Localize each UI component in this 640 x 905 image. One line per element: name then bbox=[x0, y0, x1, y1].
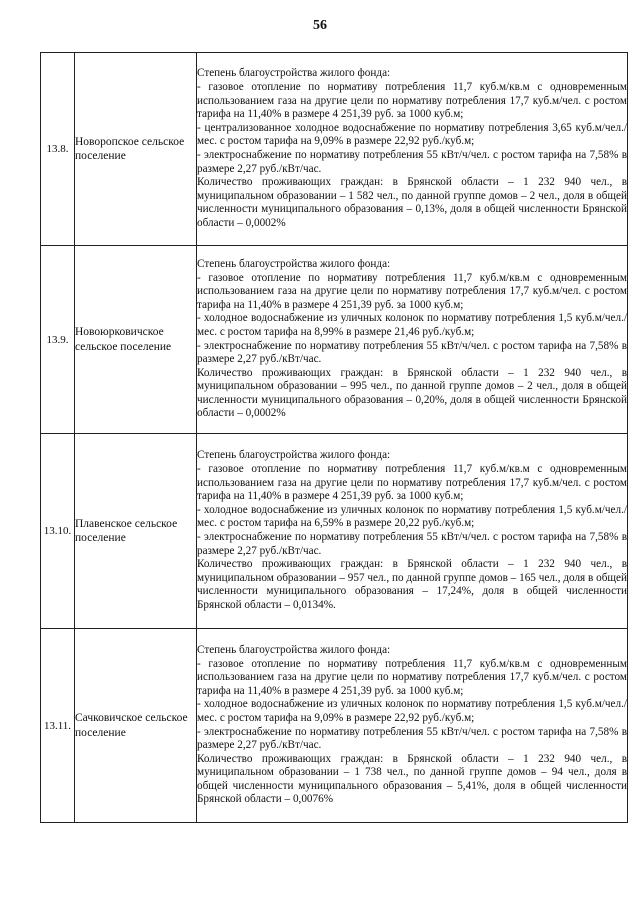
table-row bbox=[41, 53, 628, 246]
row-number: 13.10. bbox=[41, 434, 75, 629]
electricity-text: - электроснабжение по нормативу потребления 55 кВт/ч/чел. с ростом тарифа на 7,58% в размере 2,27 руб./кВт/час. bbox=[197, 339, 627, 366]
population-text: Количество проживающих граждан: в Брянской области – 1 232 940 чел., в муниципальном образовании – 1 582 чел., по данной группе домов – 2 чел., доля в общей численности муниципального образования – 0,13%, доля в общей численности Брянской области – 0,0002% bbox=[197, 176, 627, 229]
water-supply-text: - холодное водоснабжение из уличных колонок по нормативу потребления 1,5 куб.м/чел./мес. с ростом тарифа на 6,59% в размере 20,22 руб./куб.м; bbox=[197, 503, 627, 530]
settlement-name: Новоюрковичское сельское поселение bbox=[75, 246, 197, 434]
row-number: 13.11. bbox=[41, 629, 75, 823]
electricity-text: - электроснабжение по нормативу потребления 55 кВт/ч/чел. с ростом тарифа на 7,58% в размере 2,27 руб./кВт/час. bbox=[197, 725, 627, 752]
table-row bbox=[41, 246, 628, 434]
water-supply-text: - холодное водоснабжение из уличных колонок по нормативу потребления 1,5 куб.м/чел./мес. с ростом тарифа на 8,99% в размере 21,46 руб./куб.м; bbox=[197, 312, 627, 338]
table-row bbox=[41, 629, 628, 823]
gas-heating-text: - газовое отопление по нормативу потребления 11,7 куб.м/кв.м с одновременным использованием газа на другие цели по нормативу потребления 17,7 куб.м/чел. с ростом тарифа на 11,40% в размере 4 251,39 руб. за 1000 куб.м; bbox=[197, 271, 627, 311]
table-row bbox=[41, 434, 628, 629]
settlement-name: Сачковичское сельское поселение bbox=[75, 629, 197, 823]
electricity-text: - электроснабжение по нормативу потребления 55 кВт/ч/чел. с ростом тарифа на 7,58% в размере 2,27 руб./кВт/час. bbox=[197, 531, 627, 557]
settlement-description bbox=[197, 246, 628, 434]
population-text: Количество проживающих граждан: в Брянской области – 1 232 940 чел., в муниципальном образовании – 1 738 чел., по данной группе домов – 94 чел., доля в общей численности муниципального образования – 5,41%, доля в общей численности Брянской области – 0,0076% bbox=[197, 752, 627, 806]
electricity-text: - электроснабжение по нормативу потребления 55 кВт/ч/чел. с ростом тарифа на 7,58% в размере 2,27 руб./кВт/час. bbox=[197, 149, 627, 175]
settlement-name: Новоропское сельское поселение bbox=[75, 53, 197, 246]
housing-heading: Степень благоустройства жилого фонда: bbox=[197, 643, 391, 656]
settlement-name: Плавенское сельское поселение bbox=[75, 434, 197, 629]
settlement-description bbox=[197, 434, 628, 629]
housing-heading: Степень благоустройства жилого фонда: bbox=[197, 67, 391, 80]
housing-heading: Степень благоустройства жилого фонда: bbox=[197, 449, 391, 462]
row-number: 13.8. bbox=[41, 53, 75, 246]
page-number: 56 bbox=[313, 18, 327, 33]
settlements-table bbox=[40, 52, 628, 823]
water-supply-text: - холодное водоснабжение из уличных колонок по нормативу потребления 1,5 куб.м/чел./мес. с ростом тарифа на 9,09% в размере 22,92 руб./куб.м; bbox=[197, 698, 627, 724]
population-text: Количество проживающих граждан: в Брянской области – 1 232 940 чел., в муниципальном образовании – 957 чел., по данной группе домов – 165 чел., доля в общей численности муниципального образования – 17,24%, доля в общей численности Брянской области – 0,0134%. bbox=[197, 558, 627, 611]
water-supply-text: - централизованное холодное водоснабжение по нормативу потребления 3,65 куб.м/чел./мес. с ростом тарифа на 9,09% в размере 22,92 руб./куб.м; bbox=[197, 121, 627, 148]
housing-heading: Степень благоустройства жилого фонда: bbox=[197, 257, 391, 270]
gas-heating-text: - газовое отопление по нормативу потребления 11,7 куб.м/кв.м с одновременным использованием газа на другие цели по нормативу потребления 17,7 куб.м/чел. с ростом тарифа на 11,40% в размере 4 251,39 руб. за 1000 куб.м; bbox=[197, 463, 627, 503]
row-number: 13.9. bbox=[41, 246, 75, 434]
gas-heating-text: - газовое отопление по нормативу потребления 11,7 куб.м/кв.м с одновременным использованием газа на другие цели по нормативу потребления 17,7 куб.м/чел. с ростом тарифа на 11,40% в размере 4 251,39 руб. за 1000 куб.м; bbox=[197, 657, 627, 697]
settlement-description bbox=[197, 629, 628, 823]
population-text: Количество проживающих граждан: в Брянской области – 1 232 940 чел., в муниципальном образовании – 995 чел., по данной группе домов – 2 чел., доля в общей численности муниципального образования – 0,20%, доля в общей численности Брянской области – 0,0002% bbox=[197, 366, 627, 420]
gas-heating-text: - газовое отопление по нормативу потребления 11,7 куб.м/кв.м с одновременным использованием газа на другие цели по нормативу потребления 17,7 куб.м/чел. с ростом тарифа на 11,40% в размере 4 251,39 руб. за 1000 куб.м; bbox=[197, 81, 627, 121]
settlement-description bbox=[197, 53, 628, 246]
